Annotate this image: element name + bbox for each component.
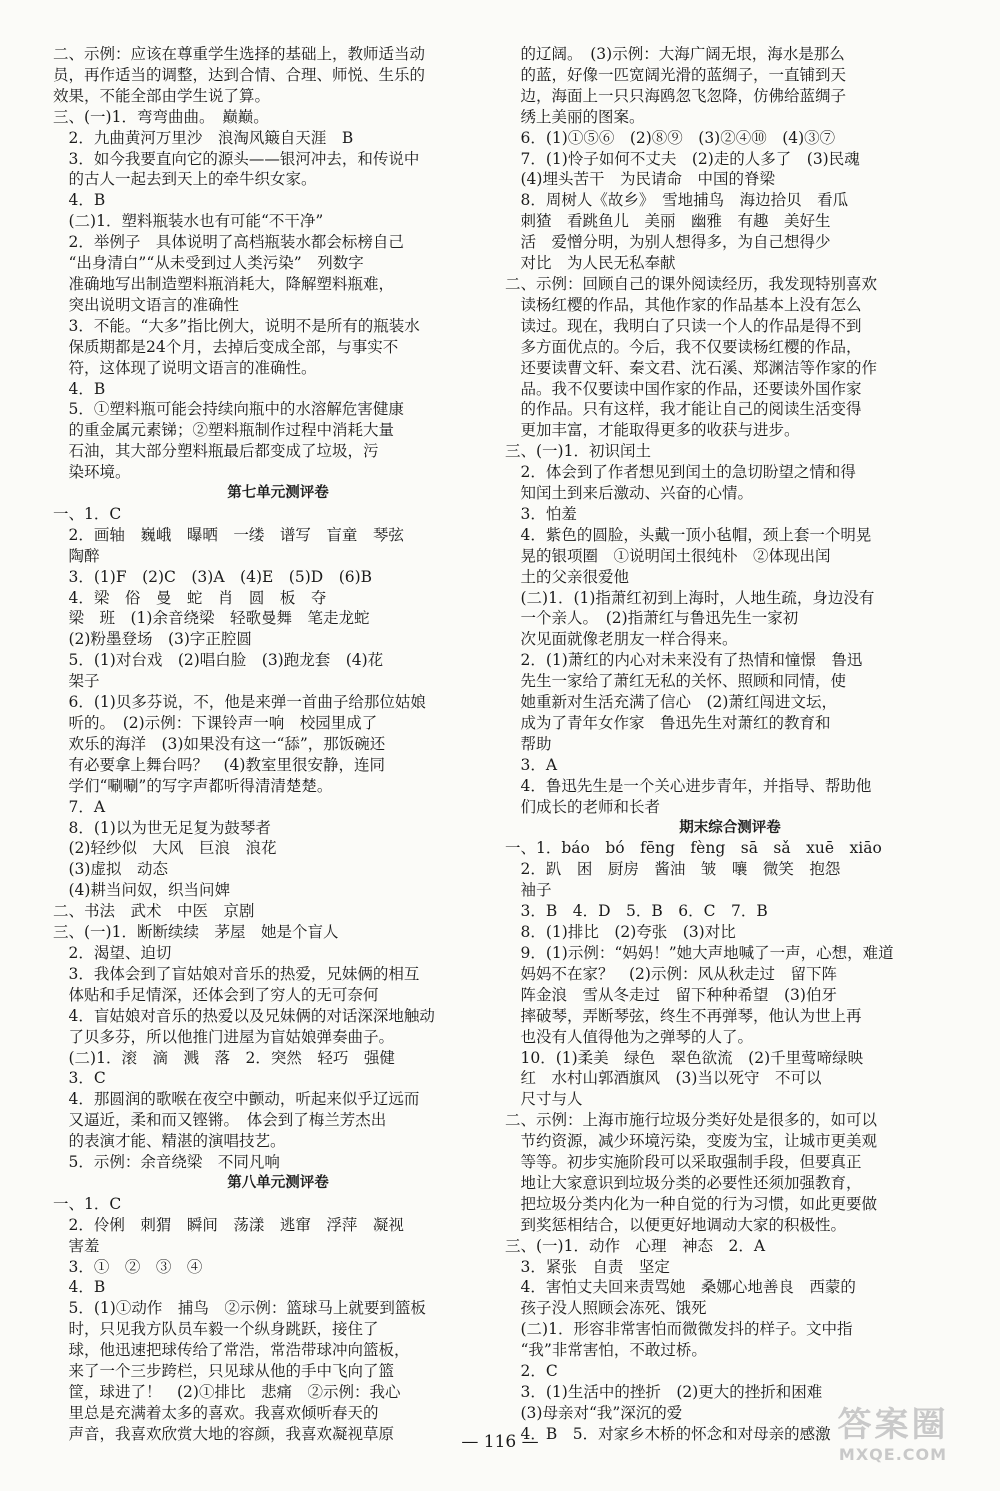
answer-line: 活 爱憎分明，为别人想得多，为自己想得少 <box>505 233 831 252</box>
answer-line: 的重金属元素锑；②塑料瓶制作过程中消耗大量 <box>53 421 395 440</box>
answer-line: (4)埋头苦干 为民请命 中国的脊梁 <box>505 170 775 189</box>
answer-line: 3．怕羞 <box>505 504 577 523</box>
answer-line: 4．梁 俗 曼 蛇 肖 圆 板 夺 <box>53 588 327 607</box>
answer-line: 土的父亲很爱他 <box>505 567 630 586</box>
answer-line: (二)1．形容非常害怕而微微发抖的样子。文中指 <box>505 1320 853 1339</box>
answer-line: 摔破琴，弄断琴弦，终生不再弹琴，他认为世上再 <box>505 1006 862 1025</box>
answer-line: (3)母亲对“我”深沉的爱 <box>505 1403 683 1422</box>
answer-line: (2)轻纱似 大风 巨浪 浪花 <box>53 839 277 858</box>
answer-line: 的辽阔。 (3)示例：大海广阔无垠，海水是那么 <box>505 45 845 63</box>
answer-line: 孩子没人照顾会冻死、饿死 <box>505 1299 707 1318</box>
answer-line: 读杨红樱的作品，其他作家的作品基本上没有怎么 <box>505 295 862 314</box>
watermark-logo <box>808 1405 978 1477</box>
answer-line: 球，他迅速把球传给了常浩，常浩带球冲向篮板， <box>53 1341 410 1360</box>
answer-line: 3．C <box>53 1069 106 1088</box>
answer-line: 次见面就像老朋友一样合得来。 <box>505 630 738 649</box>
answer-line: 5．①塑料瓶可能会持续向瓶中的水溶解危害健康 <box>53 400 404 419</box>
answer-line: 8．周树人《故乡》 雪地捕鸟 海边拾贝 看瓜 <box>505 191 849 210</box>
answer-line: 一、1．báo bó fēng fèng sā sǎ xuē xiāo <box>505 839 882 858</box>
answer-line: 了贝多芬，所以他推门进屋为盲姑娘弹奏曲子。 <box>53 1027 395 1046</box>
answer-line: 帮助 <box>505 734 552 753</box>
answer-line: 5．(1)对台戏 (2)唱白脸 (3)跑龙套 (4)花 <box>53 651 384 670</box>
answer-line: 2．举例子 具体说明了高档瓶装水都会标榜自己 <box>53 233 404 252</box>
answer-line: “我”非常害怕，不敢过桥。 <box>505 1341 707 1360</box>
answer-line: 二、示例：回顾自己的课外阅读经历，我发现特别喜欢 <box>505 274 878 293</box>
answer-line: 5．示例：余音绕梁 不同凡响 <box>53 1153 280 1172</box>
answer-line: 二、示例：上海市施行垃圾分类好处是很多的，如可以 <box>505 1111 878 1130</box>
answer-line: 们成长的老师和长者 <box>505 797 661 816</box>
answer-line: 石油，其大部分塑料瓶最后都变成了垃圾，污 <box>53 442 379 461</box>
answer-line: 4．B <box>53 191 106 210</box>
answer-line: 2．趴 困 厨房 酱油 皱 嚷 微笑 抱怨 <box>505 860 841 879</box>
answer-line: (二)1．(1)指萧红初到上海时，人地生疏，身边没有 <box>505 588 875 607</box>
answer-line: 一、1．C <box>53 1194 122 1213</box>
answer-line: 体贴和手足情深，还体会到了穷人的无可奈何 <box>53 985 379 1004</box>
answer-line: “出身清白”“从未受到过人类污染” 列数字 <box>53 254 364 273</box>
answer-line: 读过。现在，我明白了只读一个人的作品是得不到 <box>505 316 862 335</box>
answer-line: 二、示例：应该在尊重学生选择的基础上，教师适当动 <box>53 45 426 63</box>
answer-line: 4．B 5．对家乡木桥的怀念和对母亲的感激 <box>505 1424 831 1443</box>
answer-line: 准确地写出制造塑料瓶消耗大，降解塑料瓶难， <box>53 274 395 293</box>
answer-line: 4．那圆润的歌喉在夜空中颤动，听起来似乎辽远而 <box>53 1090 420 1109</box>
answer-line: 3．(1)F (2)C (3)A (4)E (5)D (6)B <box>53 567 373 586</box>
answer-line: 妈妈不在家？ (2)示例：风从秋走过 留下阵 <box>505 964 837 983</box>
answer-line: 的古人一起去到天上的牵牛织女家。 <box>53 170 317 189</box>
answer-line: 听的。 (2)示例：下课铃声一响 校园里成了 <box>53 714 378 732</box>
answer-line: 2．画轴 巍峨 曝晒 一缕 谱写 盲童 琴弦 <box>53 525 404 544</box>
answer-line: 员，再作适当的调整，达到合情、合理、师悦、生乐的 <box>53 65 426 84</box>
answer-line: 声音，我喜欢欣赏大地的容颜，我喜欢凝视草原 <box>53 1424 395 1443</box>
answer-line: 4．B <box>53 379 106 398</box>
answer-line: 到奖惩相结合，以便更好地调动大家的积极性。 <box>505 1215 847 1234</box>
answer-line: (二)1．滚 滴 溅 落 2．突然 轻巧 强健 <box>53 1048 395 1067</box>
answer-line: 9．(1)示例：“妈妈！”她大声地喊了一声，心想，难道 <box>505 943 894 962</box>
answer-line: 梁 班 (1)余音绕梁 轻歌曼舞 笔走龙蛇 <box>53 609 370 628</box>
answer-line: 架子 <box>53 672 100 691</box>
answer-line: 2．C <box>505 1362 558 1381</box>
answer-line: 把垃圾分类内化为一种自觉的行为习惯，如此更要做 <box>505 1194 878 1213</box>
answer-line: 害羞 <box>53 1236 100 1255</box>
answer-line: 来了一个三步跨栏，只见球从他的手中飞向了篮 <box>53 1362 395 1381</box>
answer-line: 节约资源，减少环境污染，变废为宝，让城市更美观 <box>505 1132 878 1151</box>
watermark-bottom: MXQE.COM <box>838 1445 948 1464</box>
watermark-top: 答案圈 <box>837 1405 949 1445</box>
answer-line: 她重新对生活充满了信心 (2)萧红闯进文坛， <box>505 693 837 712</box>
answer-line: 6．(1)①⑤⑥ (2)⑧⑨ (3)②④⑩ (4)③⑦ <box>505 128 836 147</box>
answer-line: 袖子 <box>505 881 552 900</box>
section-heading: 期末综合测评卷 <box>679 819 781 836</box>
answer-line: 的表演才能、精湛的演唱技艺。 <box>53 1132 286 1151</box>
answer-line: 的蓝，好像一匹宽阔光滑的蓝绸子，一直铺到天 <box>505 65 847 84</box>
answer-line: 突出说明文语言的准确性 <box>53 295 240 314</box>
answer-line: 晃的银项圈 ①说明闰土很纯朴 ②体现出闰 <box>505 546 831 565</box>
answer-line: 4．B <box>53 1278 106 1297</box>
answer-line: 7．(1)怜子如何不丈夫 (2)走的人多了 (3)民魂 <box>505 149 860 168</box>
answer-line: 3．(1)生活中的挫折 (2)更大的挫折和困难 <box>505 1383 823 1401</box>
answer-line: 红 水村山郭酒旗风 (3)当以死守 不可以 <box>505 1069 822 1088</box>
answer-line: 染环境。 <box>53 463 131 482</box>
answer-line: 7．A <box>53 797 106 816</box>
answer-line: 三、(一)1．动作 心理 神态 2．A <box>505 1236 766 1255</box>
answer-line: 陶醉 <box>53 546 100 565</box>
answer-line: 3．如今我要直向它的源头——银河冲去，和传说中 <box>53 149 420 168</box>
answer-line: 4．紫色的圆脸，头戴一顶小毡帽，颈上套一个明晃 <box>505 525 872 544</box>
answer-line: 刺猹 看跳鱼儿 美丽 幽雅 有趣 美好生 <box>505 212 831 231</box>
right-column <box>505 44 955 1445</box>
answer-line: 阵金浪 雪从冬走过 留下种种希望 (3)伯牙 <box>505 985 837 1004</box>
answer-line: (二)1．塑料瓶装水也有可能“不干净” <box>53 212 324 231</box>
section-heading: 第八单元测评卷 <box>227 1174 329 1191</box>
left-column <box>53 44 503 1445</box>
answer-line: 二、书法 武术 中医 京剧 <box>53 902 255 921</box>
answer-line: 3．不能。“大多”指比例大，说明不是所有的瓶装水 <box>53 316 420 335</box>
answer-line: 品。我不仅要读中国作家的作品，还要读外国作家 <box>505 379 862 398</box>
answer-line: (2)粉墨登场 (3)字正腔圆 <box>53 630 252 649</box>
answer-line: 4．鲁迅先生是一个关心进步青年，并指导、帮助他 <box>505 776 872 795</box>
answer-line: 10．(1)柔美 绿色 翠色欲流 (2)千里莺啼绿映 <box>505 1048 864 1067</box>
answer-line: 对比 为人民无私奉献 <box>505 254 676 273</box>
answer-line: 时，只见我方队员车毅一个纵身跳跃，接住了 <box>53 1320 379 1339</box>
answer-line: 4．盲姑娘对音乐的热爱以及兄妹俩的对话深深地触动 <box>53 1006 435 1025</box>
answer-line: 知闰土到来后激动、兴奋的心情。 <box>505 484 754 503</box>
page-number: — 116 — <box>461 1432 539 1452</box>
answer-line: 绣上美丽的图案。 <box>505 107 645 126</box>
answer-line: 筐，球进了！ (2)①排比 悲痛 ②示例：我心 <box>53 1383 401 1401</box>
answer-line: 三、(一)1．断断续续 茅屋 她是个盲人 <box>53 923 339 942</box>
answer-line: 也没有人值得他为之弹琴的人了。 <box>505 1027 754 1046</box>
answer-line: 多方面优点的。今后，我不仅要读杨红樱的作品， <box>505 337 862 356</box>
answer-line: 2．(1)萧红的内心对未来没有了热情和憧憬 鲁迅 <box>505 651 863 670</box>
answer-line: 6．(1)贝多芬说，不，他是来弹一首曲子给那位姑娘 <box>53 693 426 712</box>
answer-line: 等等。初步实施阶段可以采取强制手段，但要真正 <box>505 1153 862 1172</box>
answer-line: 地让大家意识到垃圾分类的必要性还须加强教育， <box>505 1173 862 1192</box>
section-heading: 第七单元测评卷 <box>227 485 329 502</box>
answer-line: 边，海面上一只只海鸥忽飞忽降，仿佛给蓝绸子 <box>505 86 847 105</box>
answer-line: 3．B 4．D 5．B 6．C 7．B <box>505 902 768 921</box>
answer-line: 8．(1)排比 (2)夸张 (3)对比 <box>505 923 736 942</box>
answer-line: 尺寸与人 <box>505 1090 583 1109</box>
answer-line: 成为了青年女作家 鲁迅先生对萧红的教育和 <box>505 714 831 732</box>
answer-line: 里总是充满着太多的喜欢。我喜欢倾听春天的 <box>53 1403 379 1422</box>
answer-line: (4)耕当问奴，织当问婢 <box>53 881 230 900</box>
answer-line: 三、(一)1．弯弯曲曲。 巅巅。 <box>53 107 269 126</box>
answer-line: 2．渴望、迫切 <box>53 943 172 962</box>
answer-line: 效果，不能全部由学生说了算。 <box>53 86 271 105</box>
answer-line: 先生一家给了萧红无私的关怀、照顾和同情，使 <box>505 672 847 691</box>
answer-line: 有必要拿上舞台吗？ (4)教室里很安静，连同 <box>53 755 385 774</box>
answer-line: 8．(1)以为世无足复为鼓琴者 <box>53 818 271 837</box>
answer-line: 一、1．C <box>53 504 122 523</box>
answer-line: 5．(1)①动作 捕鸟 ②示例：篮球马上就要到篮板 <box>53 1299 426 1318</box>
answer-line: 3．① ② ③ ④ <box>53 1257 203 1276</box>
answer-line: 三、(一)1．初识闰土 <box>505 442 651 461</box>
answer-line: 保质期都是24个月，去掉后变成全部，与事实不 <box>53 337 399 356</box>
answer-line: 还要读曹文轩、秦文君、沈石溪、郑渊洁等作家的作 <box>505 358 878 377</box>
answer-line: 又逼近，柔和而又铿锵。 体会到了梅兰芳杰出 <box>53 1111 387 1130</box>
answer-line: 的作品。只有这样，我才能让自己的阅读生活变得 <box>505 400 862 419</box>
answer-line: 2．伶俐 刺猬 瞬间 荡漾 逃窜 浮萍 凝视 <box>53 1215 404 1234</box>
answer-line: 一个亲人。 (2)指萧红与鲁迅先生一家初 <box>505 609 799 628</box>
answer-line: 2．体会到了作者想见到闰土的急切盼望之情和得 <box>505 463 856 482</box>
answer-line: (3)虚拟 动态 <box>53 860 168 879</box>
answer-line: 更加丰富，才能取得更多的收获与进步。 <box>505 421 800 440</box>
answer-line: 欢乐的海洋 (3)如果没有这一“舔”，那饭碗还 <box>53 734 386 753</box>
answer-line: 2．九曲黄河万里沙 浪淘风簸自天涯 B <box>53 128 354 147</box>
answer-line: 4．害怕丈夫回来责骂她 桑娜心地善良 西蒙的 <box>505 1278 856 1297</box>
answer-line: 符，这体现了说明文语言的准确性。 <box>53 358 317 377</box>
answer-line: 3．A <box>505 755 558 774</box>
answer-line: 3．我体会到了盲姑娘对音乐的热爱，兄妹俩的相互 <box>53 964 420 983</box>
answer-line: 3．紧张 自责 坚定 <box>505 1257 670 1276</box>
answer-line: 学们“唰唰”的写字声都听得清清楚楚。 <box>53 776 333 795</box>
